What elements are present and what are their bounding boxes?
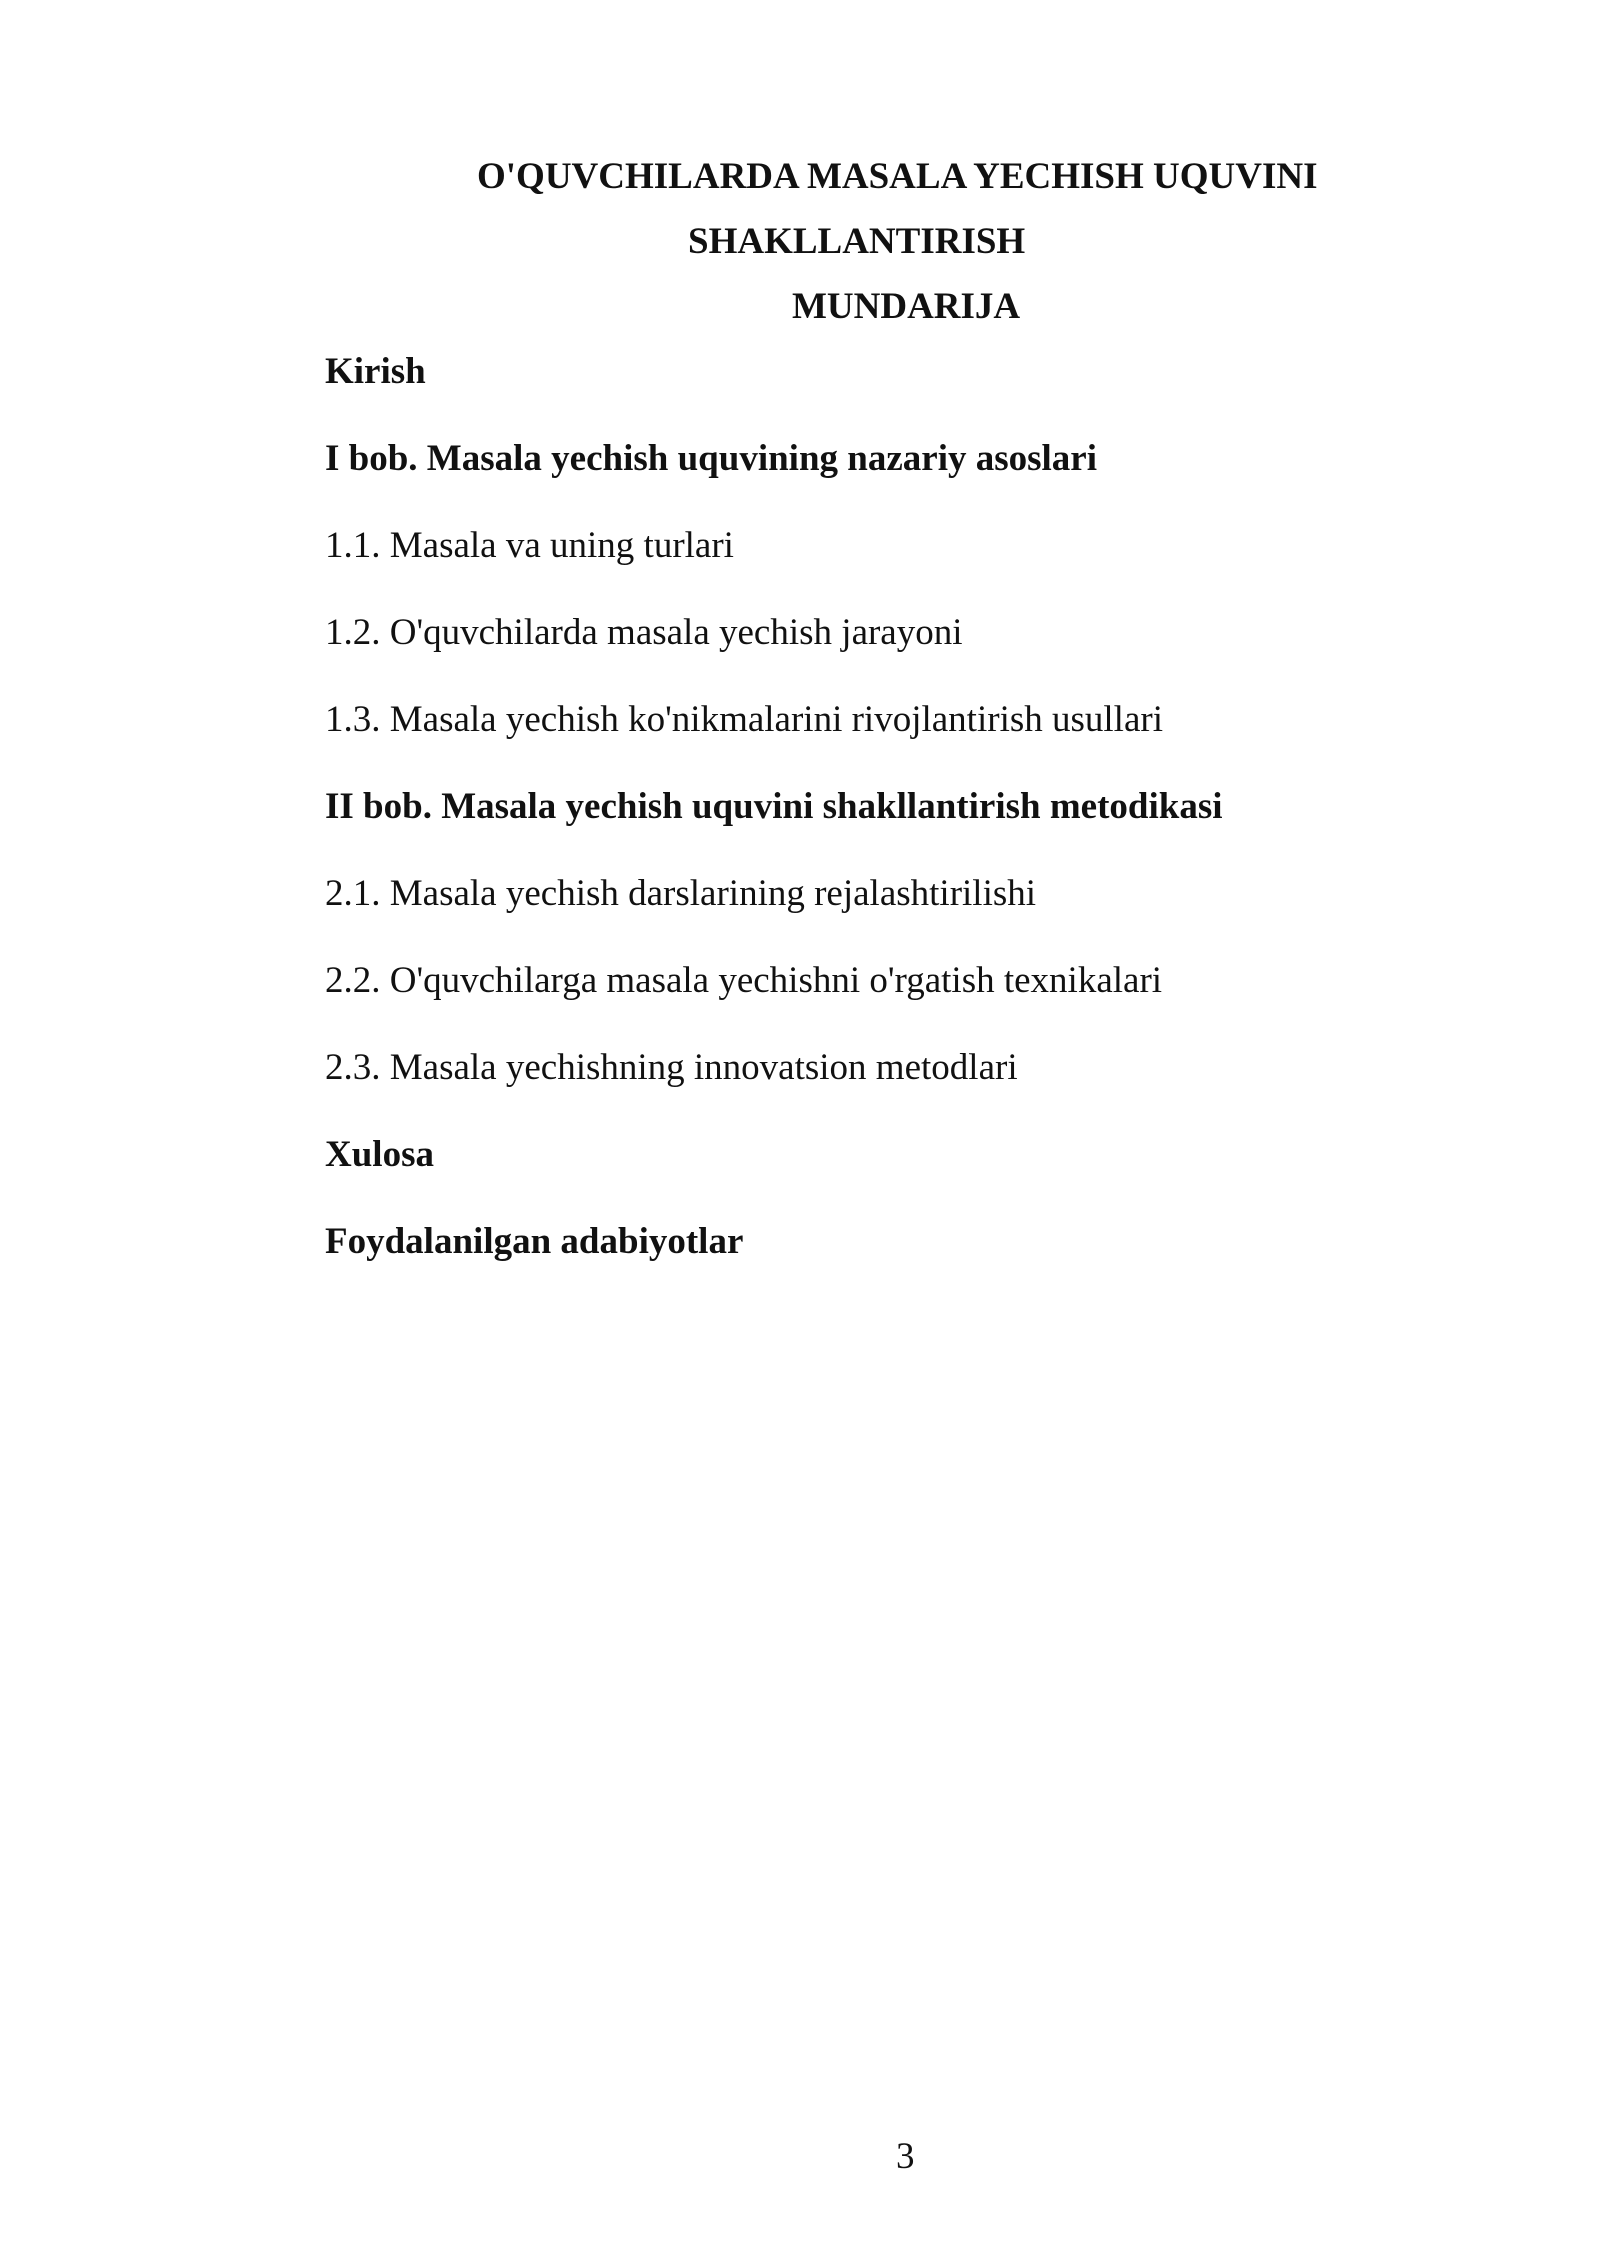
document-title-line-1: O'QUVCHILARDA MASALA YECHISH UQUVINI [477,156,1318,197]
contents-heading: MUNDARIJA [792,286,1021,327]
toc-item-chapter-2: II bob. Masala yechish uquvini shakllantirish metodikasi [325,786,1223,827]
toc-item-section-1-3: 1.3. Masala yechish ko'nikmalarini rivojlantirish usullari [325,699,1163,740]
toc-item-section-2-3: 2.3. Masala yechishning innovatsion metodlari [325,1047,1018,1088]
toc-item-section-2-2: 2.2. O'quvchilarga masala yechishni o'rgatish texnikalari [325,960,1163,1001]
page-number: 3 [896,2136,915,2177]
toc-item-chapter-1: I bob. Masala yechish uquvining nazariy asoslari [325,438,1098,479]
toc-item-references: Foydalanilgan adabiyotlar [325,1221,744,1262]
toc-item-kirish: Kirish [325,351,426,392]
toc-item-section-1-1: 1.1. Masala va uning turlari [325,525,734,566]
toc-item-section-1-2: 1.2. O'quvchilarda masala yechish jarayoni [325,612,963,653]
toc-item-xulosa: Xulosa [325,1134,434,1175]
document-title-line-2: SHAKLLANTIRISH [688,221,1026,262]
table-of-contents [325,353,1223,1310]
toc-item-section-2-1: 2.1. Masala yechish darslarining rejalashtirilishi [325,873,1037,914]
